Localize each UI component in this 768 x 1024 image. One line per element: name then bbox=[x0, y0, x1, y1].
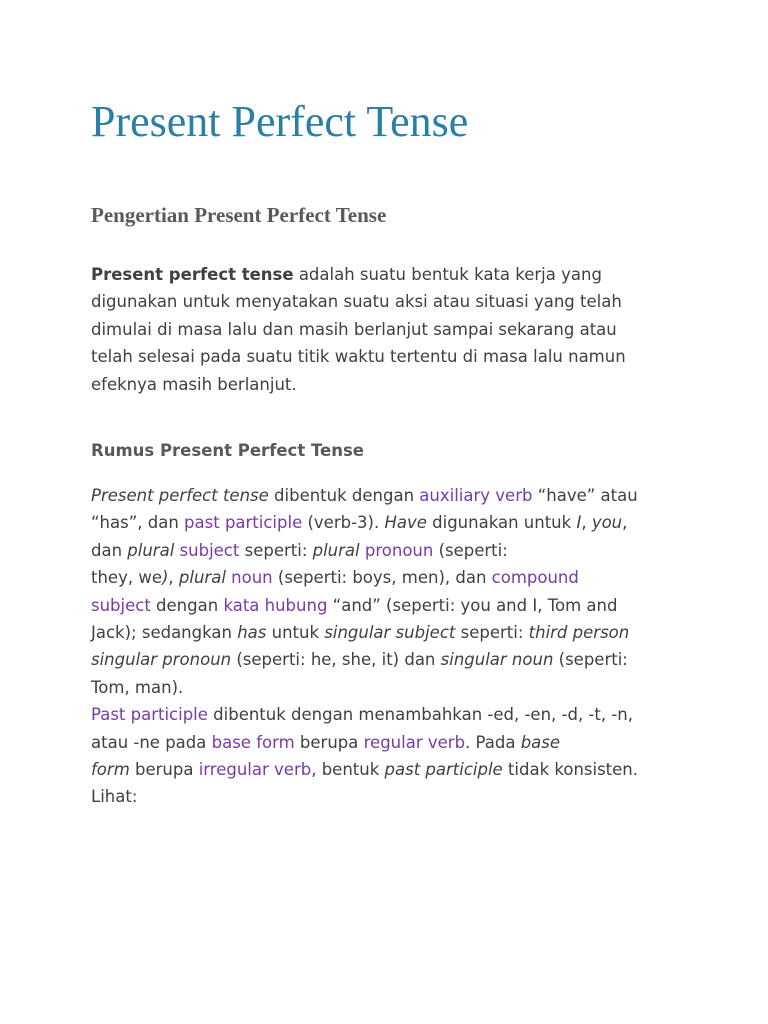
formula-line: Present perfect tense dibentuk dengan auxiliary verb “have” atau bbox=[91, 486, 638, 505]
link-irregular-verb[interactable]: irregular verb bbox=[198, 760, 312, 780]
link-auxiliary-verb[interactable]: auxiliary verb bbox=[419, 486, 533, 505]
link-regular-verb[interactable]: regular verb bbox=[363, 732, 466, 752]
section-subtitle: Pengertian Present Perfect Tense bbox=[91, 203, 387, 227]
link-compound-subject-2[interactable]: subject bbox=[91, 595, 151, 615]
formula-line: “has”, dan past participle (verb-3). Have digunakan untuk I, you, bbox=[91, 513, 628, 533]
definition-line: telah selesai pada suatu titik waktu tertentu di masa lalu namun bbox=[91, 347, 626, 367]
definition-line: digunakan untuk menyatakan suatu aksi atau situasi yang telah bbox=[91, 292, 622, 312]
link-past-participle[interactable]: past participle bbox=[184, 513, 303, 533]
link-kata-hubung[interactable]: kata hubung bbox=[223, 595, 328, 615]
formula-line: subject dengan kata hubung “and” (seperti: you and I, Tom and bbox=[91, 595, 618, 615]
page-title: Present Perfect Tense bbox=[91, 97, 469, 146]
link-past-participle-2[interactable]: Past participle bbox=[91, 705, 208, 725]
link-subject[interactable]: subject bbox=[179, 540, 240, 560]
definition-line: Present perfect tense adalah suatu bentuk kata kerja yang bbox=[91, 265, 602, 284]
formula-paragraph bbox=[91, 482, 691, 811]
formula-line: singular pronoun (seperti: he, she, it) dan singular noun (seperti: bbox=[91, 650, 628, 670]
definition-line: dimulai di masa lalu dan masih berlanjut sampai sekarang atau bbox=[91, 319, 617, 339]
link-noun[interactable]: noun bbox=[231, 568, 273, 588]
formula-line: Jack); sedangkan has untuk singular subject seperti: third person bbox=[91, 623, 630, 643]
formula-heading: Rumus Present Perfect Tense bbox=[91, 441, 364, 460]
formula-line: form berupa irregular verb, bentuk past participle tidak konsisten. bbox=[91, 760, 639, 780]
formula-line: they, we), plural noun (seperti: boys, men), dan compound bbox=[91, 568, 579, 588]
term-bold: Present perfect tense bbox=[91, 265, 294, 284]
link-base-form[interactable]: base form bbox=[211, 732, 295, 752]
definition-line: efeknya masih berlanjut. bbox=[91, 374, 297, 394]
definition-paragraph bbox=[91, 261, 691, 398]
formula-line: atau -ne pada base form berupa regular verb. Pada base bbox=[91, 732, 561, 752]
formula-line: Past participle dibentuk dengan menambahkan -ed, -en, -d, -t, -n, bbox=[91, 705, 633, 725]
formula-line: Tom, man). bbox=[91, 677, 184, 697]
formula-line: dan plural subject seperti: plural pronoun (seperti: bbox=[91, 540, 508, 560]
link-compound-subject-1[interactable]: compound bbox=[491, 568, 579, 588]
link-pronoun[interactable]: pronoun bbox=[364, 540, 434, 560]
formula-line: Lihat: bbox=[91, 787, 138, 807]
